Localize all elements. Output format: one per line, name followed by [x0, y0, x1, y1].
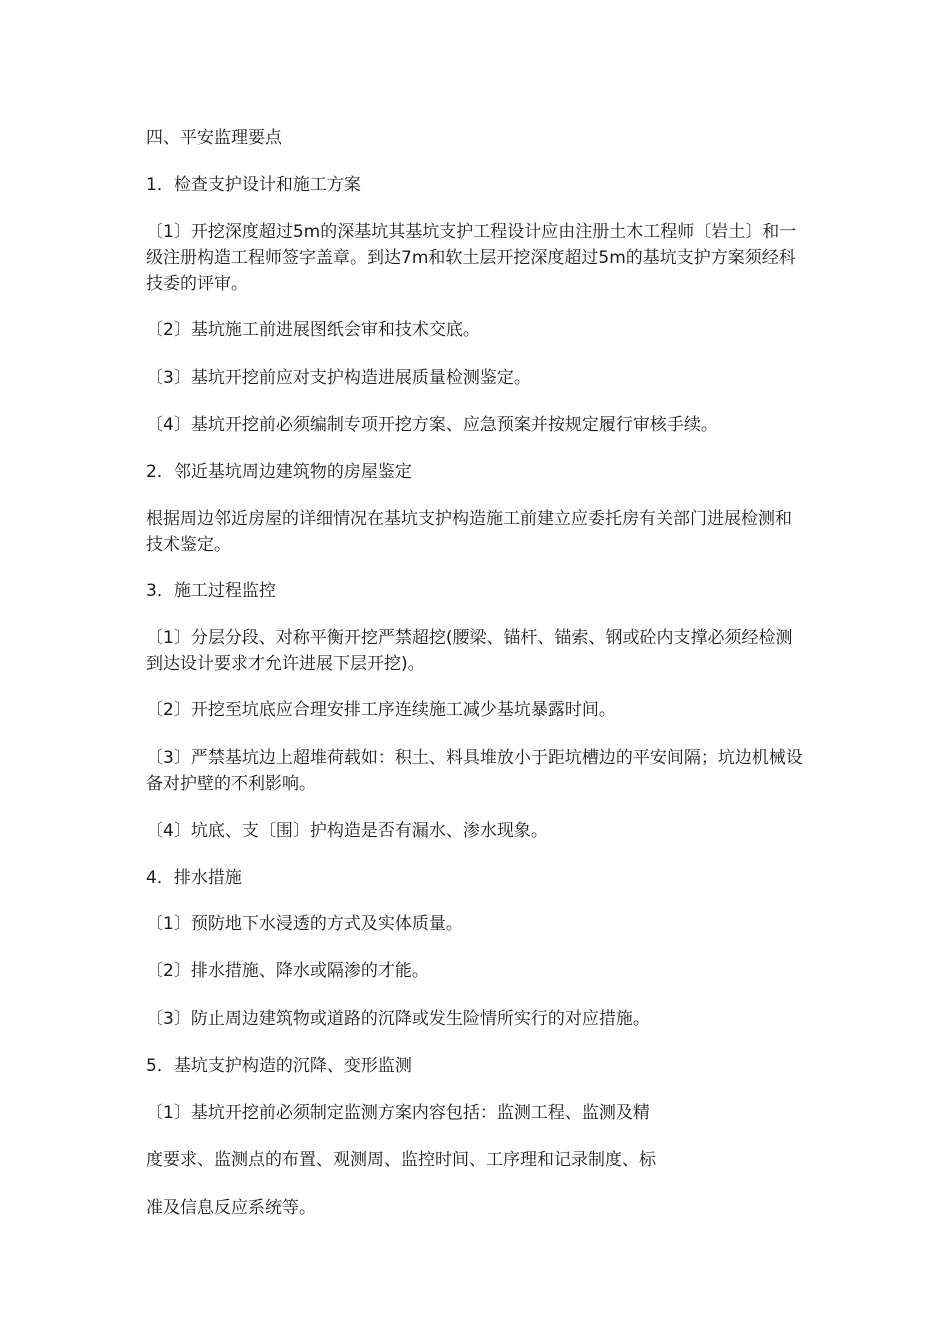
paragraph: 〔1〕分层分段、对称平衡开挖严禁超挖(腰梁、锚杆、锚索、钢或砼内支撑必须经检测到达设计要求才允许进展下层开挖)。: [146, 628, 793, 674]
paragraph: 〔3〕基坑开挖前应对支护构造进展质量检测鉴定。: [146, 368, 531, 388]
paragraph: 〔3〕防止周边建筑物或道路的沉降或发生险情所实行的对应措施。: [146, 1009, 650, 1029]
paragraph: 〔3〕严禁基坑边上超堆荷载如：积土、料具堆放小于距坑槽边的平安间隔；坑边机械设备对护壁的不利影响。: [146, 748, 803, 794]
paragraph: 准及信息反应系统等。: [146, 1198, 316, 1218]
subsection-heading: 1．检查支护设计和施工方案: [146, 175, 361, 195]
paragraph: 〔2〕开挖至坑底应合理安排工序连续施工减少基坑暴露时间。: [146, 700, 616, 720]
subsection-heading: 4．排水措施: [146, 868, 242, 888]
paragraph: 〔1〕预防地下水浸透的方式及实体质量。: [146, 914, 463, 934]
paragraph: 根据周边邻近房屋的详细情况在基坑支护构造施工前建立应委托房有关部门进展检测和技术鉴定。: [146, 509, 792, 555]
paragraph: 〔4〕基坑开挖前必须编制专项开挖方案、应急预案并按规定履行审核手续。: [146, 415, 718, 435]
paragraph: 度要求、监测点的布置、观测周、监控时间、工序理和记录制度、标: [146, 1150, 656, 1170]
subsection-heading: 3．施工过程监控: [146, 581, 276, 601]
subsection-heading: 2．邻近基坑周边建筑物的房屋鉴定: [146, 462, 412, 482]
paragraph: 〔2〕排水措施、降水或隔渗的才能。: [146, 961, 429, 981]
subsection-heading: 5．基坑支护构造的沉降、变形监测: [146, 1056, 412, 1076]
section-heading: 四、平安监理要点: [146, 128, 282, 148]
paragraph: 〔1〕开挖深度超过5m的深基坑其基坑支护工程设计应由注册土木工程师〔岩土〕和一级注册构造工程师签字盖章。到达7m和软土层开挖深度超过5m的基坑支护方案须经科技委的评审。: [146, 222, 797, 294]
paragraph: 〔2〕基坑施工前进展图纸会审和技术交底。: [146, 320, 480, 340]
paragraph: 〔4〕坑底、支〔围〕护构造是否有漏水、渗水现象。: [146, 821, 548, 841]
paragraph: 〔1〕基坑开挖前必须制定监测方案内容包括：监测工程、监测及精: [146, 1103, 650, 1123]
